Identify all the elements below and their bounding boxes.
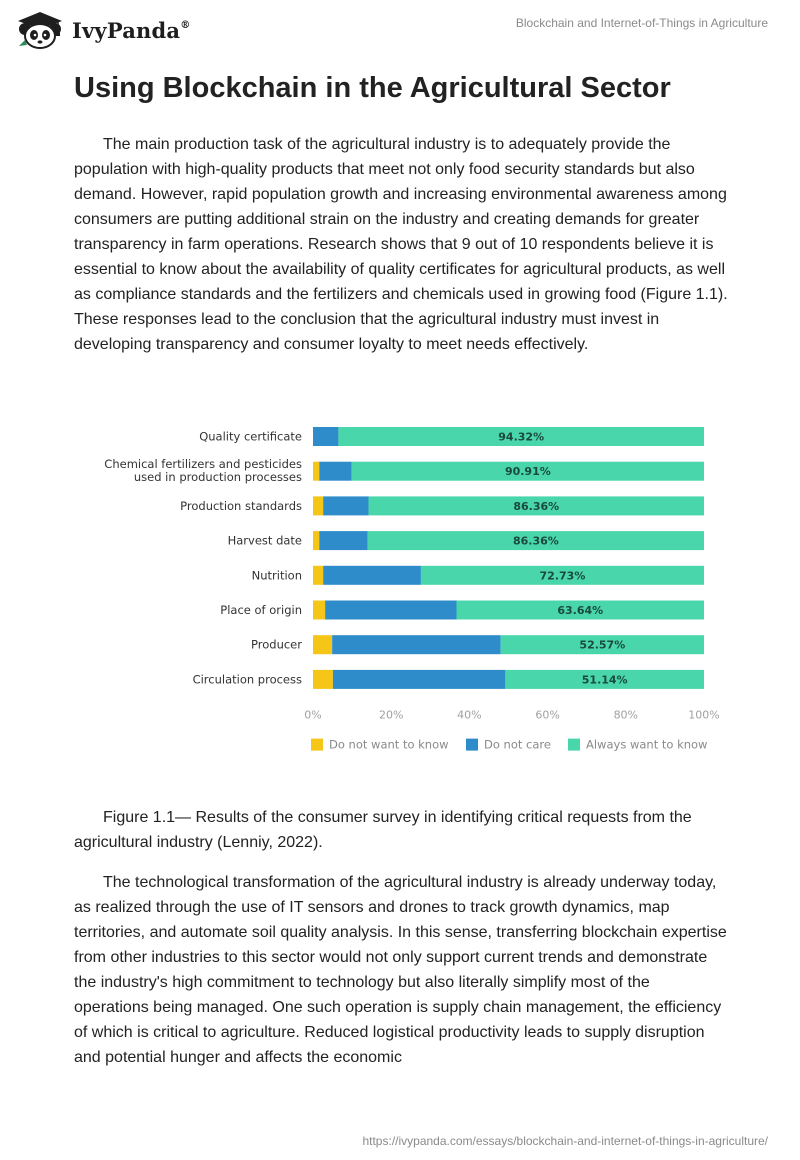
document-title: Blockchain and Internet-of-Things in Agriculture xyxy=(515,16,768,30)
panda-icon xyxy=(14,10,66,50)
category-label: Producer xyxy=(251,637,302,652)
category-label: Nutrition xyxy=(251,568,302,583)
category-label: used in production processes xyxy=(133,470,302,485)
bar-segment xyxy=(313,427,338,446)
figure-caption: Figure 1.1— Results of the consumer survey in identifying critical requests from the agricultural industry (Lenniy, 2022). xyxy=(74,809,692,851)
category-label: Circulation process xyxy=(192,672,302,687)
legend-swatch xyxy=(311,739,323,751)
page-header xyxy=(0,0,800,60)
data-label: 86.36% xyxy=(512,534,559,548)
bar-segment xyxy=(319,462,351,481)
bar-segment xyxy=(325,601,456,620)
brand-name: IvyPanda® xyxy=(72,17,191,43)
category-label: Chemical fertilizers and pesticides xyxy=(104,457,302,472)
data-label: 52.57% xyxy=(579,638,626,652)
bar-segment xyxy=(323,496,368,515)
data-label: 51.14% xyxy=(581,673,628,687)
x-tick-label: 0% xyxy=(304,708,322,722)
stacked-bar-chart xyxy=(100,415,720,770)
category-label: Production standards xyxy=(180,498,302,513)
bar-segment xyxy=(313,566,323,585)
bar-segment xyxy=(313,496,323,515)
data-label: 86.36% xyxy=(513,499,560,513)
legend-label: Do not want to know xyxy=(329,737,449,752)
data-label: 63.64% xyxy=(557,604,604,617)
page-title: Using Blockchain in the Agricultural Sector xyxy=(74,72,671,104)
bar-segment xyxy=(313,531,319,550)
bar-segment xyxy=(313,462,319,481)
x-tick-label: 60% xyxy=(535,708,560,722)
paragraph-intro: The main production task of the agricultural industry is to adequately provide the population with high-quality products that meet not only food security standards but also demand. However, rapid population growth and increasing environmental awareness among consumers are putting additional strain on the industry and creating demands for greater transparency in farm operations. Research shows that 9 out of 10 respondents believe it is essential to know about the availability of quality certificates for agricultural products, as well as compliance standards and the fertilizers and chemicals used in growing food (Figure 1.1). These responses lead to the conclusion that the agricultural industry must invest in developing transparency and consumer loyalty to meet needs effectively. xyxy=(74,136,728,353)
bar-segment xyxy=(313,601,325,620)
category-label: Place of origin xyxy=(220,603,302,617)
x-tick-label: 80% xyxy=(613,708,639,722)
ivypanda-logo[interactable] xyxy=(14,10,190,50)
survey-chart xyxy=(100,415,720,775)
bar-segment xyxy=(313,670,333,689)
bar-segment xyxy=(319,531,367,550)
legend-swatch xyxy=(568,739,580,751)
bar-segment xyxy=(332,635,501,654)
category-label: Quality certificate xyxy=(199,429,302,444)
data-label: 94.32% xyxy=(498,430,545,444)
bar-segment xyxy=(313,635,332,654)
legend-swatch xyxy=(466,739,478,751)
legend-label: Do not care xyxy=(484,737,551,752)
paragraph-technology: The technological transformation of the agricultural industry is already underway today, as realized through the use of IT sensors and drones to track growth dynamics, map territories, and automate soil quality analysis. In this sense, transferring blockchain expertise from other industries to this sector would not only support current trends and demonstrate the industry's high commitment to technology but also literally simplify most of the operations being managed. One such operation is supply chain management, the efficiency of which is critical to agriculture. Reduced logistical productivity leads to supply disruption and potential hunger and affects the economic xyxy=(74,874,727,1066)
x-tick-label: 40% xyxy=(457,708,482,722)
legend-label: Always want to know xyxy=(586,737,708,752)
category-label: Harvest date xyxy=(227,533,302,548)
x-tick-label: 100% xyxy=(688,708,720,722)
x-tick-label: 20% xyxy=(378,708,404,722)
bar-segment xyxy=(323,566,421,585)
bar-segment xyxy=(333,670,505,689)
data-label: 90.91% xyxy=(504,465,551,479)
data-label: 72.73% xyxy=(539,569,586,583)
footer-url[interactable]: https://ivypanda.com/essays/blockchain-and-internet-of-things-in-agriculture/ xyxy=(362,1134,768,1148)
